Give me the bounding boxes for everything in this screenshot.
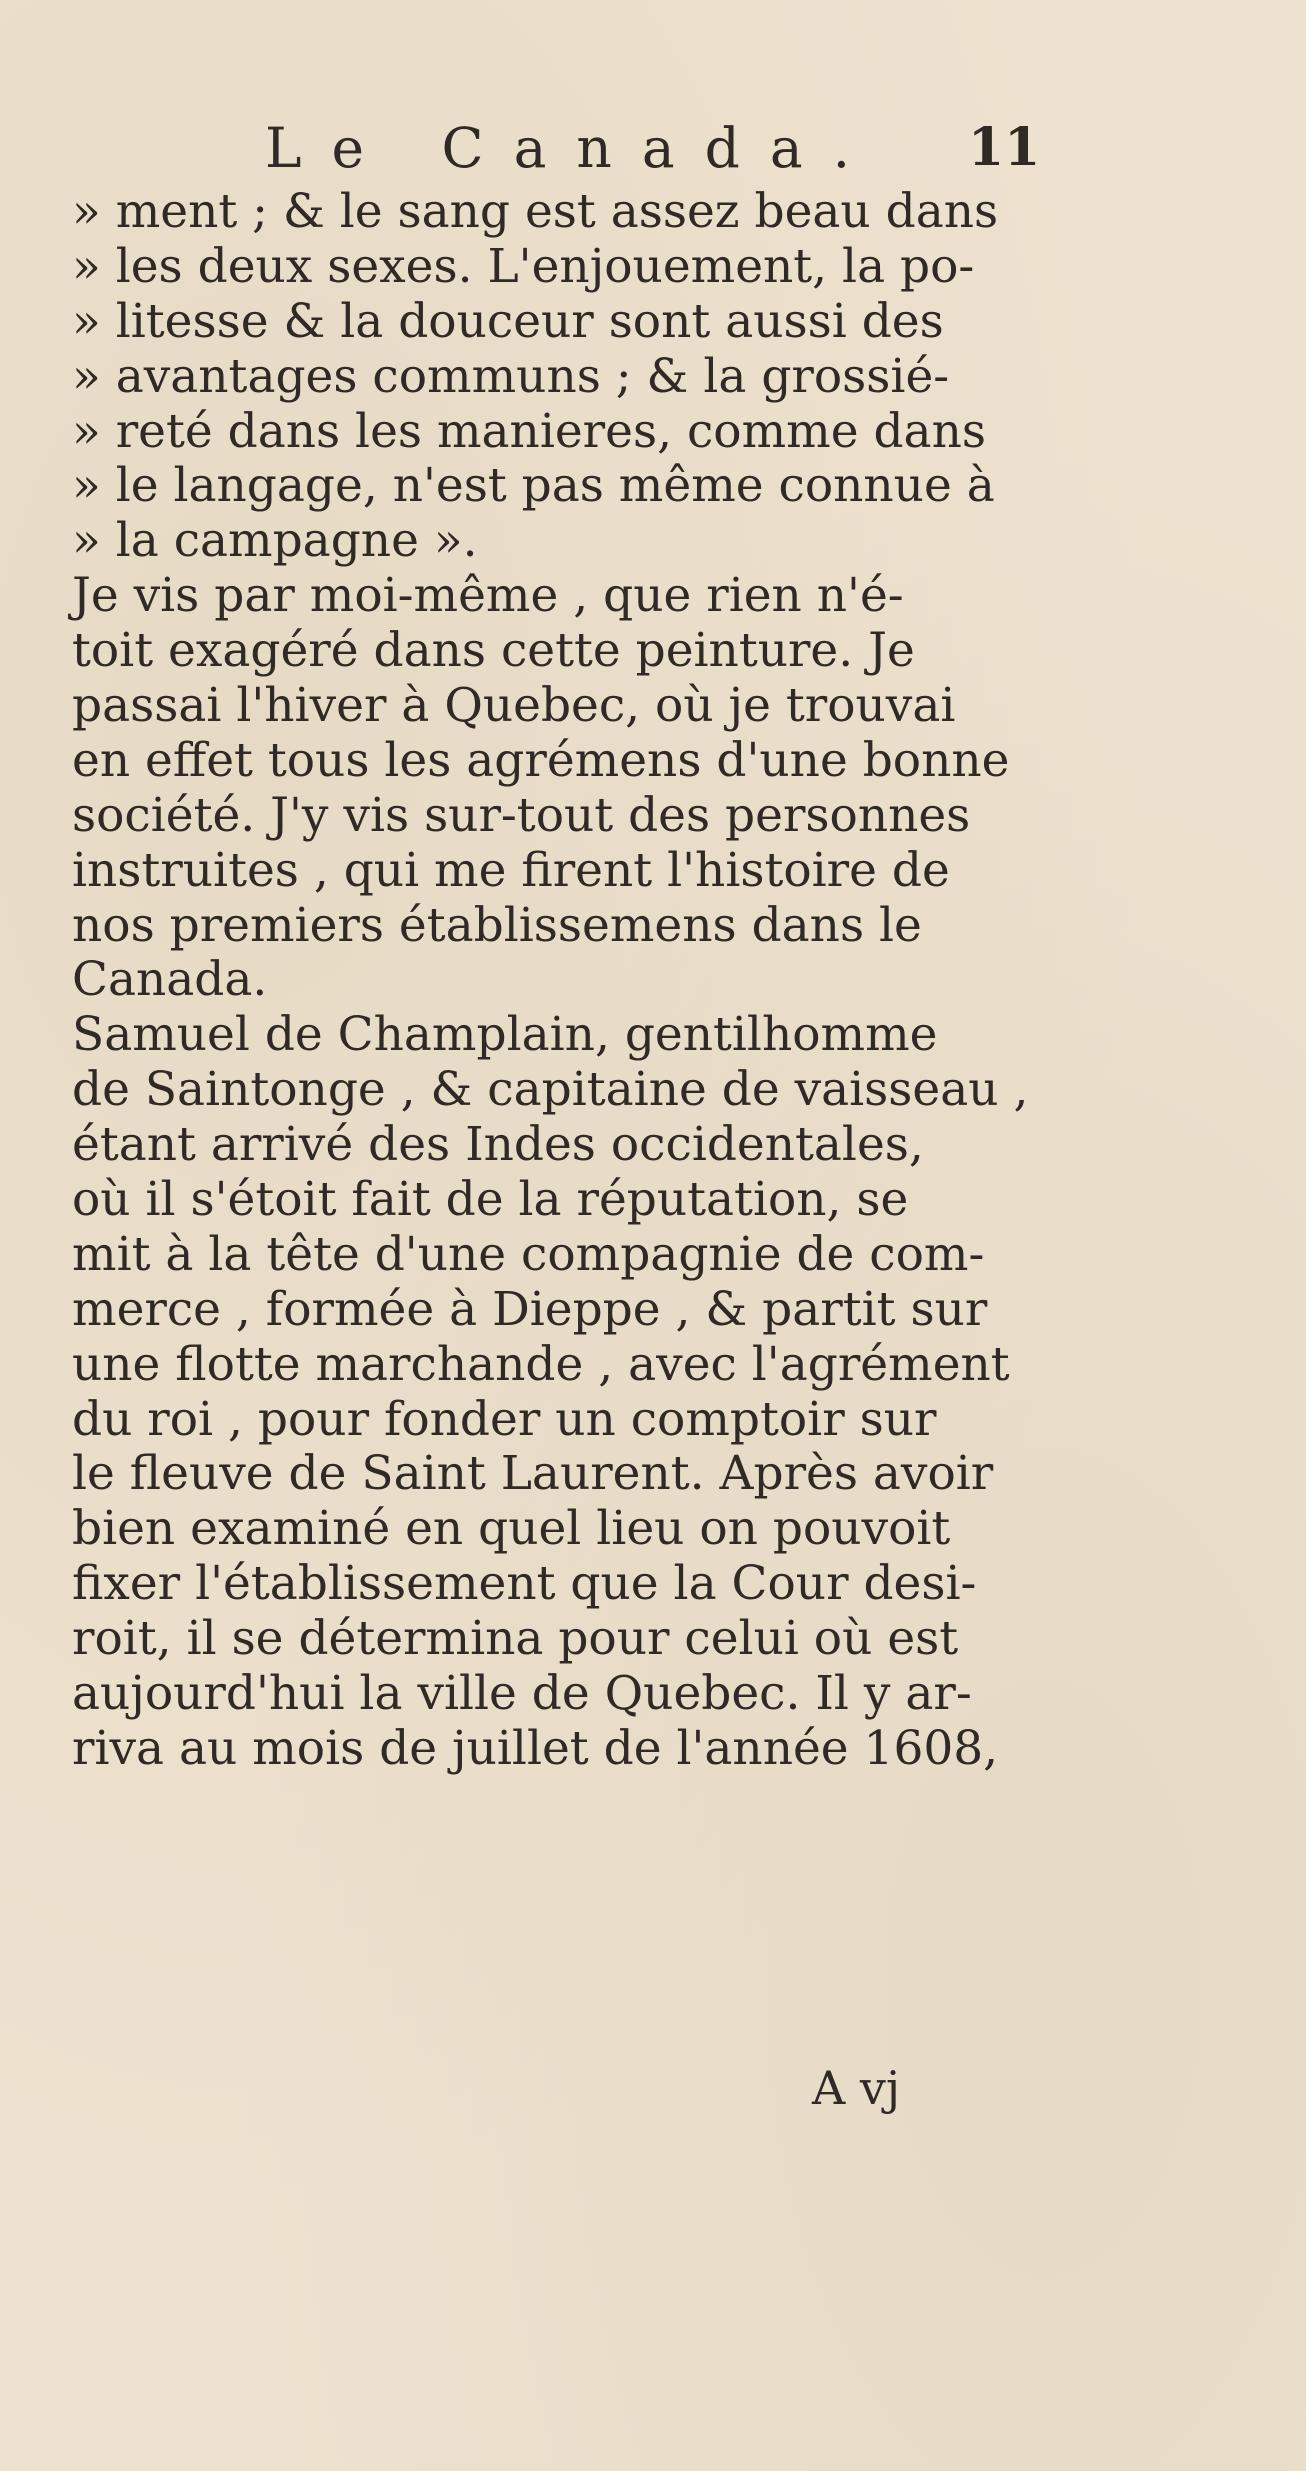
text-line: société. J'y vis sur-tout des personnes bbox=[72, 787, 971, 843]
running-title: Le Canada. bbox=[265, 116, 881, 180]
text-line: le fleuve de Saint Laurent. Après avoir bbox=[72, 1446, 994, 1502]
text-line: de Saintonge , & capitaine de vaisseau , bbox=[72, 1062, 1029, 1118]
text-line: Je vis par moi-même , que rien n'é- bbox=[72, 568, 904, 624]
text-line: » ment ; & le sang est assez beau dans bbox=[72, 184, 999, 239]
text-line: riva au mois de juillet de l'année 1608, bbox=[72, 1720, 999, 1776]
text-line: du roi , pour fonder un comptoir sur bbox=[72, 1391, 937, 1447]
text-line: » le langage, n'est pas même connue à bbox=[72, 458, 995, 514]
page-number: 11 bbox=[968, 117, 1041, 178]
text-line: fixer l'établissement que la Cour desi- bbox=[72, 1556, 977, 1612]
text-line: nos premiers établissemens dans le bbox=[72, 897, 922, 953]
text-line: roit, il se détermina pour celui où est bbox=[72, 1611, 959, 1667]
text-line: étant arrivé des Indes occidentales, bbox=[72, 1117, 924, 1173]
text-line: » reté dans les manieres, comme dans bbox=[72, 403, 986, 459]
text-line: Canada. bbox=[72, 952, 268, 1008]
text-line: instruites , qui me firent l'histoire de bbox=[72, 842, 950, 898]
text-line: toit exagéré dans cette peinture. Je bbox=[72, 623, 915, 679]
signature-mark: A vj bbox=[812, 2061, 901, 2115]
text-line: » litesse & la douceur sont aussi des bbox=[72, 293, 944, 349]
text-line: » avantages communs ; & la grossié- bbox=[72, 348, 950, 404]
text-line: passai l'hiver à Quebec, où je trouvai bbox=[72, 678, 956, 734]
text-line: en effet tous les agrémens d'une bonne bbox=[72, 732, 1010, 788]
text-line: » la campagne ». bbox=[72, 513, 478, 569]
text-line: où il s'étoit fait de la réputation, se bbox=[72, 1172, 909, 1228]
text-line: bien examiné en quel lieu on pouvoit bbox=[72, 1501, 951, 1557]
text-line: une flotte marchande , avec l'agrément bbox=[72, 1336, 1010, 1392]
text-line: mit à la tête d'une compagnie de com- bbox=[72, 1226, 985, 1282]
text-line: Samuel de Champlain, gentilhomme bbox=[72, 1007, 938, 1063]
text-line: » les deux sexes. L'enjouement, la po- bbox=[72, 238, 975, 294]
body-text bbox=[72, 185, 1062, 1777]
text-line: merce , formée à Dieppe , & partit sur bbox=[72, 1281, 988, 1337]
text-line: aujourd'hui la ville de Quebec. Il y ar- bbox=[72, 1666, 972, 1722]
